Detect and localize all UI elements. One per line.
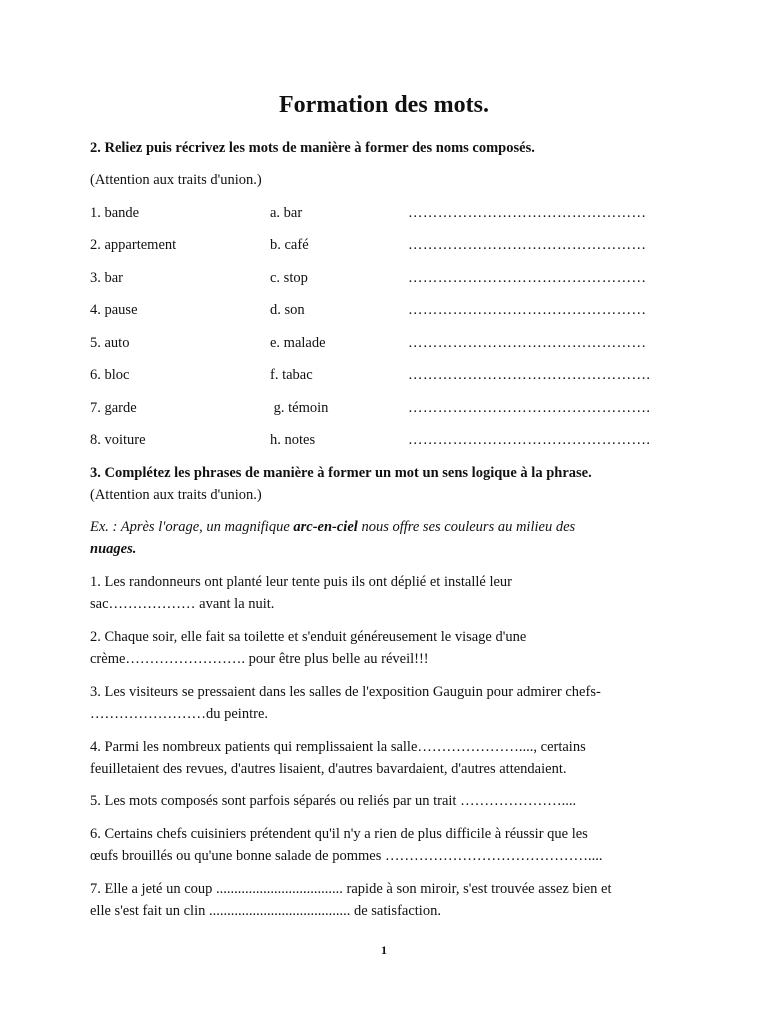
left-word: 6. bloc xyxy=(90,367,130,383)
page-number: 1 xyxy=(381,943,387,957)
right-word: d. son xyxy=(270,302,305,318)
answer-blank: …………………………………………. xyxy=(408,367,651,383)
right-word: f. tabac xyxy=(270,367,313,383)
answer-blank: ………………………………………… xyxy=(408,335,647,351)
example-word: arc-en-ciel xyxy=(293,519,358,535)
sentence-2-continued: crème……………………. pour être plus belle au réveil!!! xyxy=(90,651,429,667)
left-word: 4. pause xyxy=(90,302,138,318)
sentence-1-continued: sac……………… avant la nuit. xyxy=(90,596,275,612)
exercise-2-instruction: 2. Reliez puis récrivez les mots de manière à former des noms composés. xyxy=(90,140,535,156)
answer-blank: ………………………………………… xyxy=(408,270,647,286)
sentence-3: 3. Les visiteurs se pressaient dans les salles de l'exposition Gauguin pour admirer chefs- xyxy=(90,684,601,700)
sentence-7: 7. Elle a jeté un coup ................................... rapide à son miroir, s'est trouvée assez bien et xyxy=(90,881,612,897)
right-word: g. témoin xyxy=(270,400,329,416)
sentence-4-continued: feuilletaient des revues, d'autres lisaient, d'autres bavardaient, d'autres attendaient. xyxy=(90,761,567,777)
left-word: 2. appartement xyxy=(90,237,177,253)
example-prefix: Ex. : Après l'orage, un magnifique xyxy=(90,519,294,535)
sentence-1: 1. Les randonneurs ont planté leur tente puis ils ont déplié et installé leur xyxy=(90,574,513,590)
left-word: 5. auto xyxy=(90,335,130,351)
sentence-2: 2. Chaque soir, elle fait sa toilette et s'enduit généreusement le visage d'une xyxy=(90,629,527,645)
left-word: 7. garde xyxy=(90,400,137,416)
right-word: b. café xyxy=(270,237,309,253)
sentence-6: 6. Certains chefs cuisiniers prétendent qu'il n'y a rien de plus difficile à réussir que les xyxy=(90,826,588,842)
answer-blank: …………………………………………. xyxy=(408,400,651,416)
matching-row xyxy=(0,335,768,355)
sentence-3-continued: ……………………du peintre. xyxy=(90,706,269,722)
matching-row xyxy=(0,400,768,420)
right-word: c. stop xyxy=(270,270,308,286)
answer-blank: ………………………………………… xyxy=(408,205,647,221)
sentence-6-continued: œufs brouillés ou qu'une bonne salade de pommes …………………………………….... xyxy=(90,848,603,864)
exercise-3-note: (Attention aux traits d'union.) xyxy=(90,487,262,503)
answer-blank: …………………………………………. xyxy=(408,432,651,448)
answer-blank: ………………………………………… xyxy=(408,237,647,253)
matching-row xyxy=(0,205,768,225)
sentence-4: 4. Parmi les nombreux patients qui remplissaient la salle…………………...., certains xyxy=(90,739,586,755)
left-word: 3. bar xyxy=(90,270,124,286)
matching-row xyxy=(0,237,768,257)
left-word: 1. bande xyxy=(90,205,140,221)
sentence-5: 5. Les mots composés sont parfois séparés ou reliés par un trait ………………….... xyxy=(90,793,577,809)
exercise-3-instruction: 3. Complétez les phrases de manière à former un mot un sens logique à la phrase. xyxy=(90,465,592,481)
answer-blank: ………………………………………… xyxy=(408,302,647,318)
left-word: 8. voiture xyxy=(90,432,146,448)
matching-row xyxy=(0,367,768,387)
example-sentence xyxy=(90,519,575,536)
right-word: h. notes xyxy=(270,432,316,448)
matching-row xyxy=(0,302,768,322)
sentence-7-continued: elle s'est fait un clin ....................................... de satisfaction. xyxy=(90,903,441,919)
example-sentence-end: nuages. xyxy=(90,541,137,557)
right-word: e. malade xyxy=(270,335,326,351)
example-suffix: nous offre ses couleurs au milieu des xyxy=(357,519,576,535)
page-title: Formation des mots. xyxy=(279,92,489,118)
matching-row xyxy=(0,432,768,452)
matching-row xyxy=(0,270,768,290)
right-word: a. bar xyxy=(270,205,303,221)
exercise-2-note: (Attention aux traits d'union.) xyxy=(90,172,262,188)
